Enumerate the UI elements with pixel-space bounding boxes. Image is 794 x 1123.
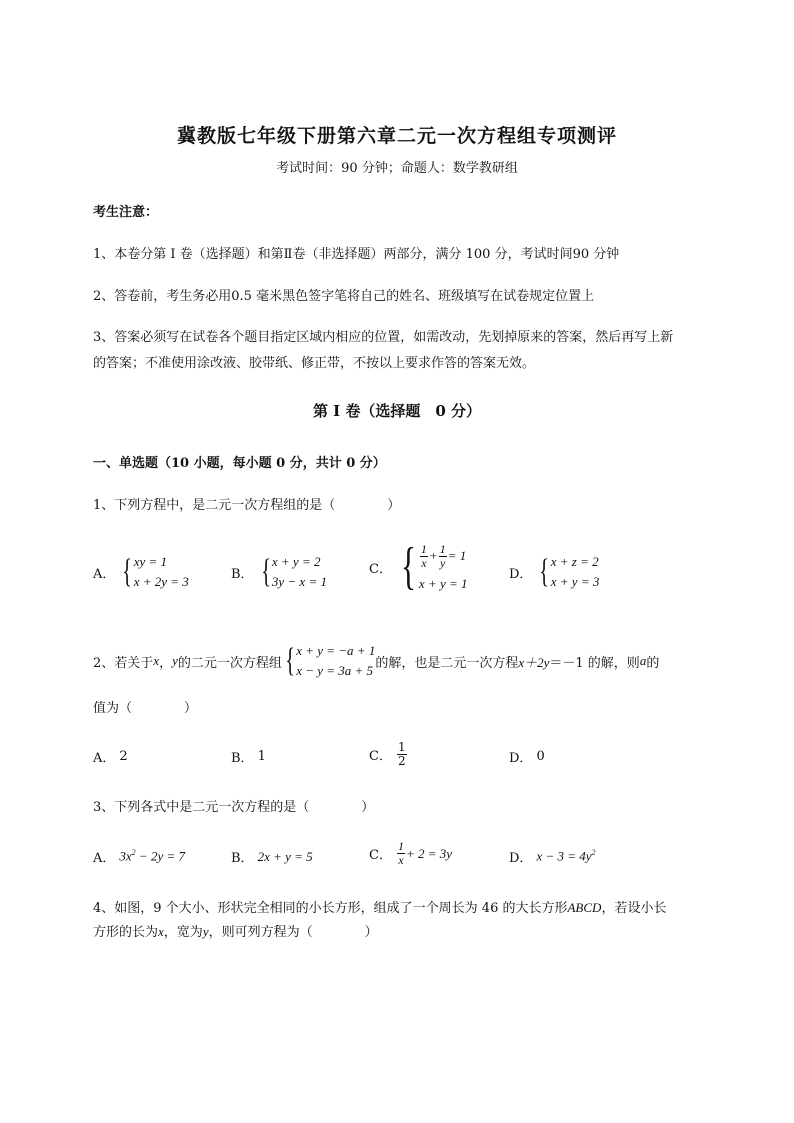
equation: x + z = 2 (550, 554, 599, 569)
q3-option-d: D． $x - 3 = 4y^2$ (509, 848, 596, 866)
equation-system (119, 552, 188, 592)
option-label: C． (369, 561, 392, 577)
equation: 3y − x = 1 (271, 574, 327, 589)
section-title: 第 I 卷（选择题 0 分） (312, 402, 482, 420)
q3-option-a: A． $3x^2 - 2y = 7$ (93, 848, 185, 866)
brace: { (122, 553, 133, 590)
q3-option-b: B． 2x + y = 5 (231, 848, 313, 866)
notes-heading: 考生注意： (93, 205, 159, 220)
equation-system (282, 641, 375, 681)
equation-system (536, 552, 599, 592)
note-item: 1、本卷分第 I 卷（选择题）和第Ⅱ卷（非选择题）两部分，满分 100 分，考试时间90 分钟 (93, 247, 620, 262)
equation: x + y = 3 (550, 574, 600, 589)
question-4-stem-line2: 方形的长为x，宽为y，则可列方程为（ ） (93, 924, 378, 940)
brace: { (285, 642, 295, 679)
q1-option-d (509, 552, 599, 592)
q2-option-c: C． $\frac{1}{2}$ (369, 740, 406, 768)
page-title: 冀教版七年级下册第六章二元一次方程组专项测评 (176, 125, 617, 147)
equation: xy = 1 (133, 554, 168, 569)
note-item: 的答案；不准使用涂改液、胶带纸、修正带，不按以上要求作答的答案无效。 (93, 356, 536, 371)
option-label: D． (509, 566, 533, 582)
part-heading: 一、单选题（10 小题，每小题 0 分，共计 0 分） (93, 456, 386, 471)
note-item: 3、答案必须写在试卷各个题目指定区域内相应的位置，如需改动，先划掉原来的答案，然后再写上新 (93, 330, 674, 345)
brace: { (260, 553, 271, 590)
q2-option-d: D． 0 (509, 749, 545, 766)
equation: $\frac{1}{x}$ + $\frac{1}{y}$ = 1 (420, 541, 467, 570)
note-item: 2、答卷前，考生务必用0.5 毫米黑色签字笔将自己的姓名、班级填写在试卷规定位置上 (93, 289, 595, 304)
question-4-stem-line1: 4、如图，9 个大小、形状完全相同的小长方形，组成了一个周长为 46 的大长方形ABCD，若设小长 (93, 900, 667, 916)
q1-option-c (369, 538, 468, 595)
equation-system (258, 552, 327, 592)
question-2-stem: 2、若关于 x ， y 的二元一次方程组 { x + y = −a + 1 x − y = 3a + 5 的解，也是二元一次方程 x＋2y ＝－1 的解，则 a 的 (93, 642, 660, 679)
q1-option-b (231, 552, 327, 592)
brace: { (539, 553, 550, 590)
q2-option-a: A． 2 (93, 749, 128, 766)
question-1-stem: 1、下列方程中，是二元一次方程组的是（ ） (93, 498, 401, 513)
option-label: A． (93, 566, 116, 582)
q1-option-a (93, 552, 189, 592)
q3-option-c: C． $\frac{1}{x}$ + 2 = 3y (369, 839, 453, 867)
equation: x − y = 3a + 5 (296, 663, 374, 678)
equation-system (396, 538, 468, 595)
equation: x + y = 1 (418, 575, 468, 591)
equation: x + y = −a + 1 (296, 643, 376, 658)
equation: x + 2y = 3 (133, 574, 189, 589)
exam-info: 考试时间：90 分钟；命题人：数学教研组 (276, 161, 518, 176)
brace: { (400, 538, 416, 595)
q2-option-b: B． 1 (231, 749, 266, 766)
equation: x + y = 2 (271, 554, 321, 569)
question-3-stem: 3、下列各式中是二元一次方程的是（ ） (93, 800, 375, 815)
option-label: B． (231, 566, 254, 582)
question-2-stem-line2: 值为（ ） (93, 701, 198, 716)
